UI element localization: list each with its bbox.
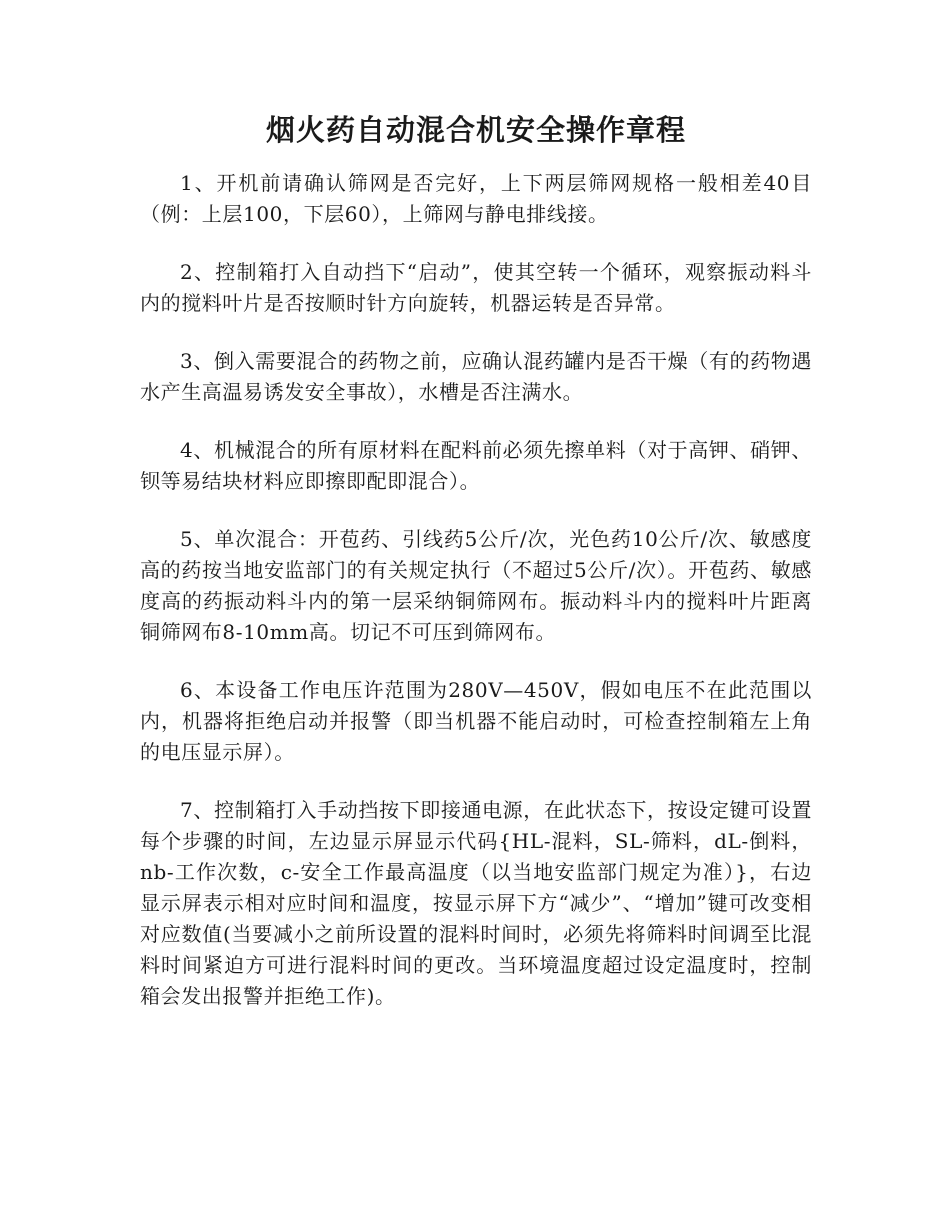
paragraph-1: 1、开机前请确认筛网是否完好，上下两层筛网规格一般相差40目（例：上层100，下层60），上筛网与静电排线接。 xyxy=(140,171,812,226)
paragraph-3: 3、倒入需要混合的药物之前，应确认混药罐内是否干燥（有的药物遇水产生高温易诱发安全事故），水槽是否注满水。 xyxy=(140,349,812,404)
document-title: 烟火药自动混合机安全操作章程 xyxy=(265,113,686,147)
paragraph-4: 4、机械混合的所有原材料在配料前必须先擦单料（对于高钾、硝钾、钡等易结块材料应即擦即配即混合）。 xyxy=(140,438,812,493)
paragraph-5: 5、单次混合：开苞药、引线药5公斤/次，光色药10公斤/次、敏感度高的药按当地安监部门的有关规定执行（不超过5公斤/次）。开苞药、敏感度高的药振动料斗内的第一层采纳铜筛网布。振动料斗内的搅料叶片距离铜筛网布8-10mm高。切记不可压到筛网布。 xyxy=(140,527,812,644)
paragraph-6: 6、本设备工作电压许范围为280V—450V，假如电压不在此范围以内，机器将拒绝启动并报警（即当机器不能启动时，可检查控制箱左上角的电压显示屏）。 xyxy=(140,678,812,764)
paragraph-2: 2、控制箱打入自动挡下“启动”，使其空转一个循环，观察振动料斗内的搅料叶片是否按顺时针方向旋转，机器运转是否异常。 xyxy=(140,260,812,315)
document-page xyxy=(140,108,812,1039)
paragraph-7: 7、控制箱打入手动挡按下即接通电源，在此状态下，按设定键可设置每个步骤的时间，左边显示屏显示代码{HL-混料，SL-筛料，dL-倒料，nb-工作次数，c-安全工作最高温度（以当地安监部门规定为准）}，右边显示屏表示相对应时间和温度，按显示屏下方“减少”、“增加”键可改变相对应数值(当要减小之前所设置的混料时间时，必须先将筛料时间调至比混料时间紧迫方可进行混料时间的更改。当环境温度超过设定温度时，控制箱会发出报警并拒绝工作)。 xyxy=(140,798,812,1008)
